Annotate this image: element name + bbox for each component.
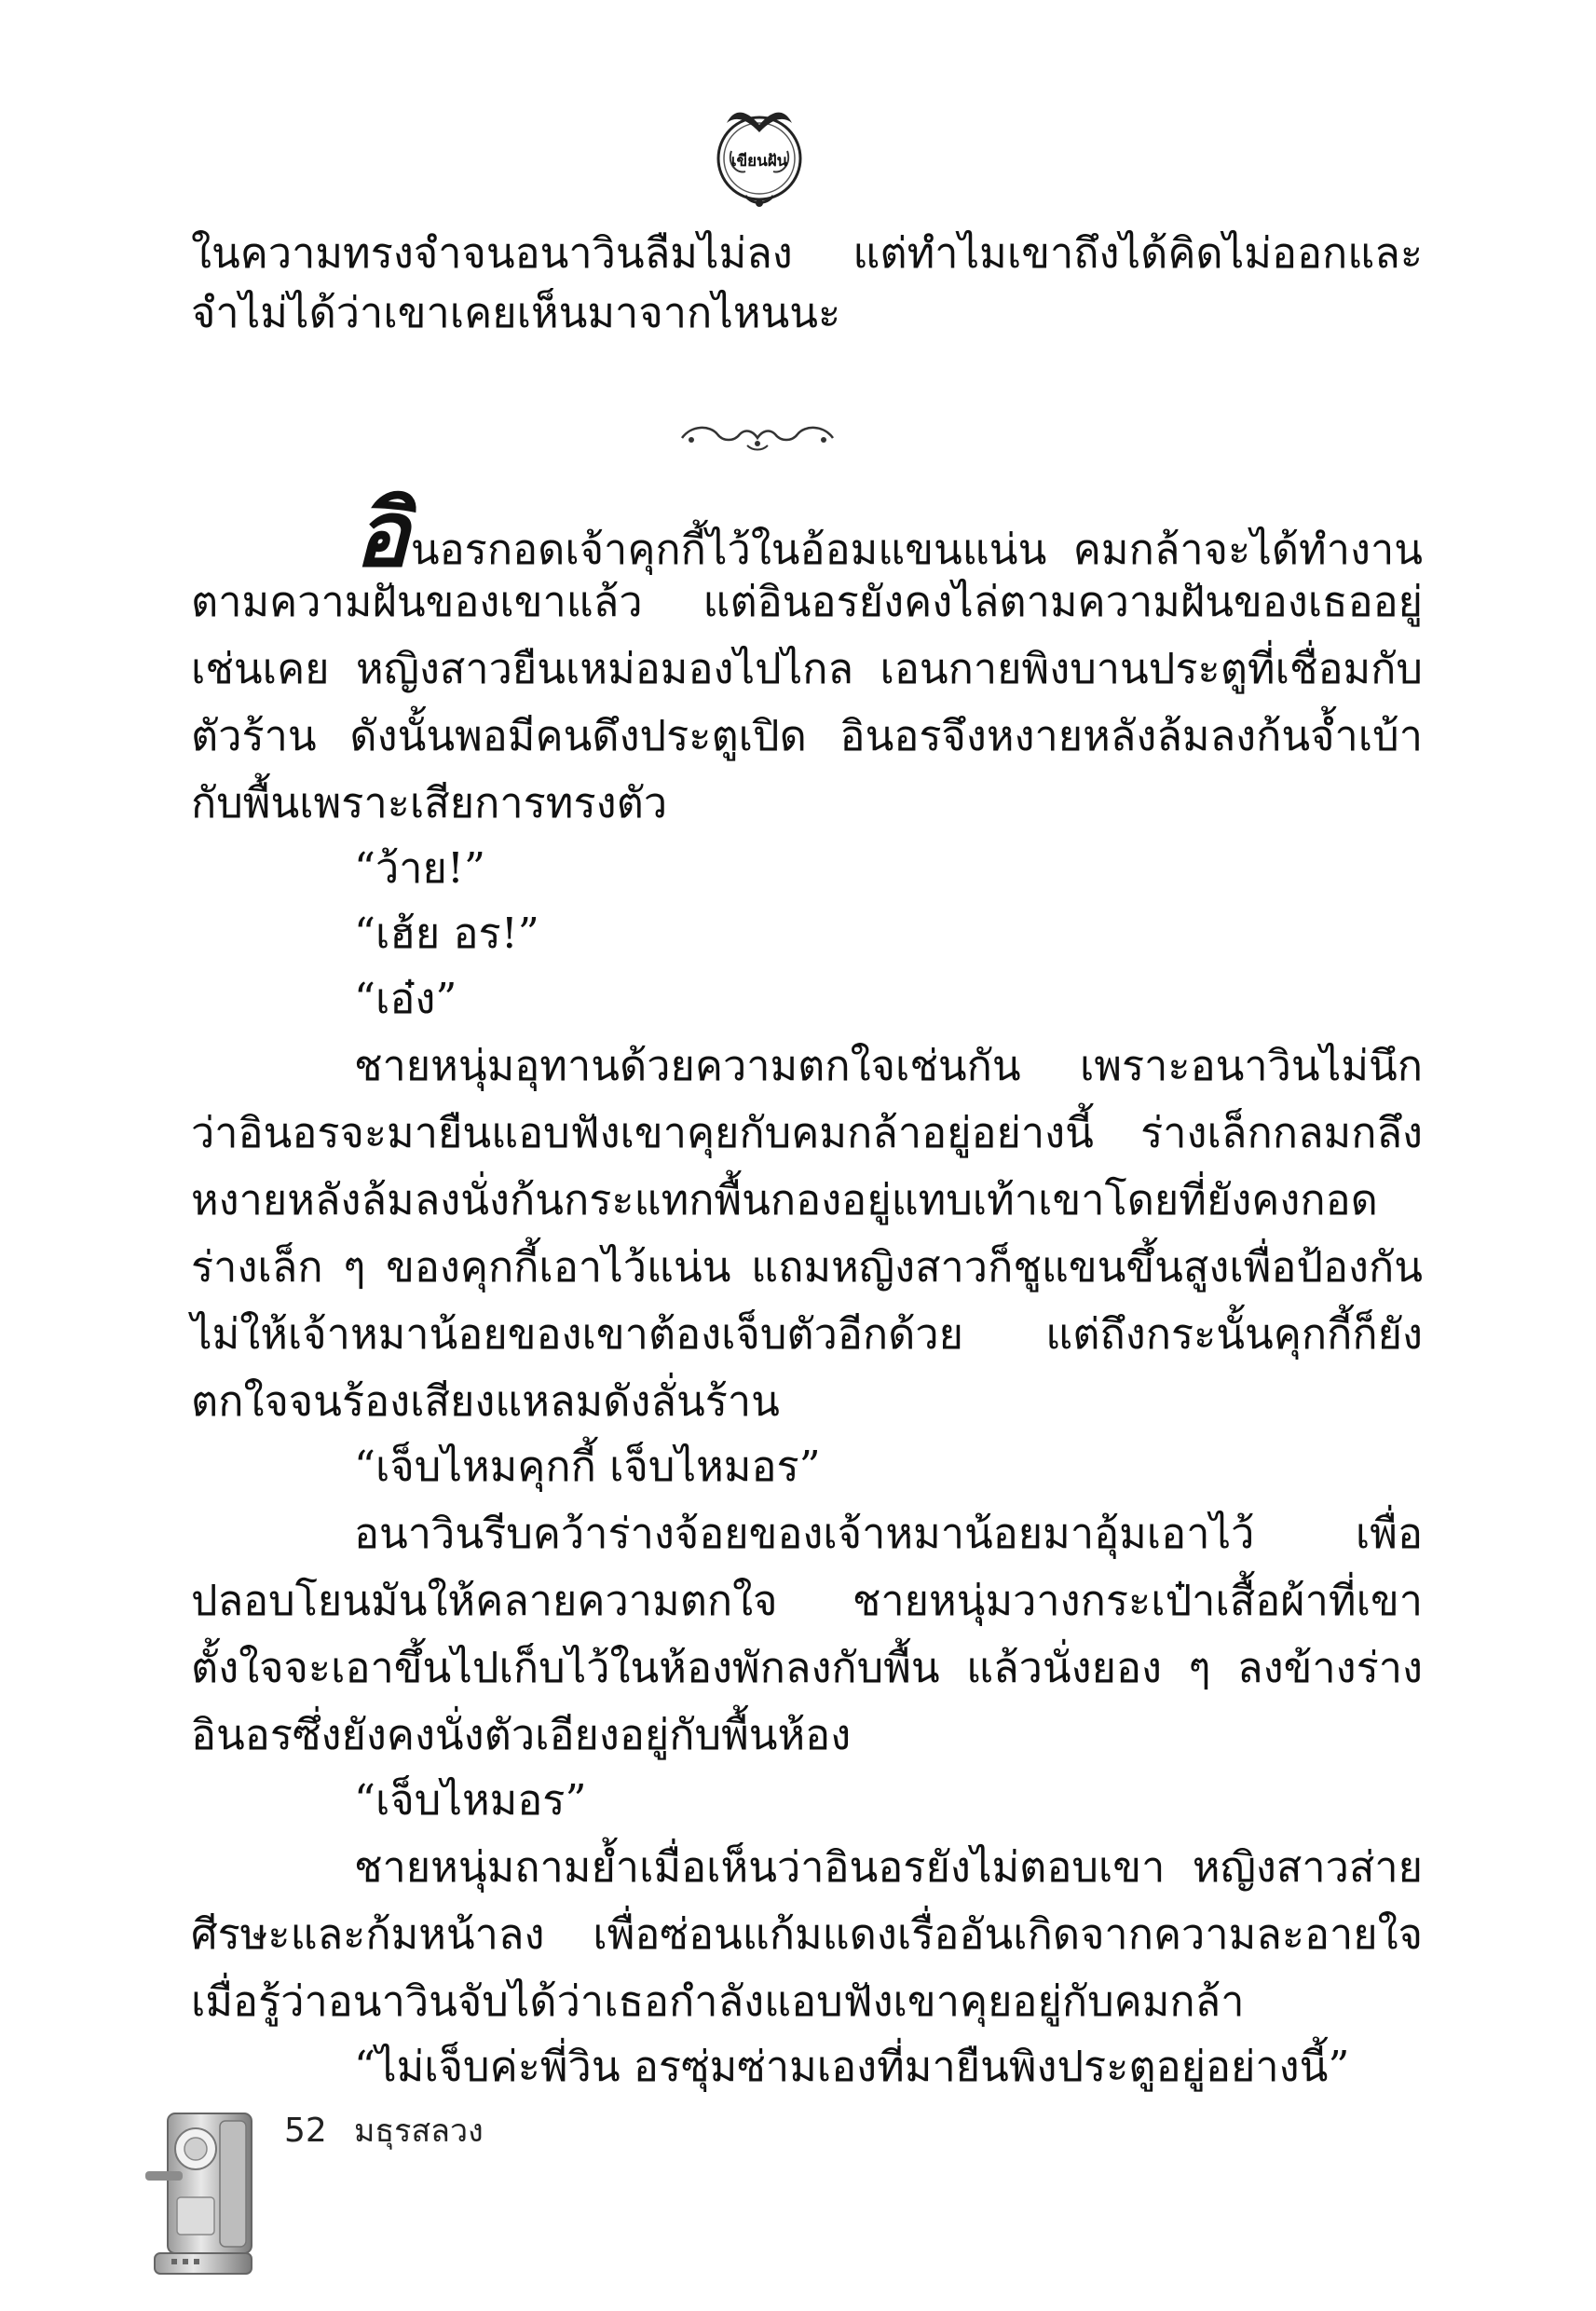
text-line: ชายหนุ่มถามย้ำเมื่อเห็นว่าอินอรยังไม่ตอบเขา หญิงสาวส่าย: [354, 1842, 1423, 1892]
dropcap: อิ: [354, 481, 409, 588]
text-line: กับพื้นเพราะเสียการทรงตัว: [191, 778, 668, 827]
dialogue-line: “เจ็บไหมอร”: [354, 1775, 587, 1825]
text-line: ศีรษะและก้มหน้าลง เพื่อซ่อนแก้มแดงเรื่ออันเกิดจากความละอายใจ: [191, 1909, 1423, 1959]
text-line: ร่างเล็ก ๆ ของคุกกี้เอาไว้แน่น แถมหญิงสาวก็ชูแขนขึ้นสูงเพื่อป้องกัน: [191, 1242, 1423, 1292]
text-line: เมื่อรู้ว่าอนาวินจับได้ว่าเธอกำลังแอบฟังเขาคุยอยู่กับคมกล้า: [191, 1976, 1245, 2026]
text-line: ตัวร้าน ดังนั้นพอมีคนดึงประตูเปิด อินอรจึงหงายหลังล้มลงก้นจ้ำเบ้า: [191, 711, 1423, 760]
text-line: ปลอบโยนมันให้คลายความตกใจ ชายหนุ่มวางกระเป๋าเสื้อผ้าที่เขา: [191, 1576, 1423, 1625]
dialogue-line: “เจ็บไหมคุกกี้ เจ็บไหมอร”: [354, 1442, 821, 1491]
text-line: หงายหลังล้มลงนั่งก้นกระแทกพื้นกองอยู่แทบเท้าเขาโดยที่ยังคงกอด: [191, 1175, 1378, 1224]
text-line: เช่นเคย หญิงสาวยืนเหม่อมองไปไกล เอนกายพิงบานประตูที่เชื่อมกับ: [191, 644, 1423, 693]
text-line: อินอรซึ่งยังคงนั่งตัวเอียงอยู่กับพื้นห้อง: [191, 1710, 852, 1759]
publisher-logo: [689, 86, 829, 226]
dialogue-line: “เอ๋ง”: [354, 974, 457, 1023]
text-line: ไม่ให้เจ้าหมาน้อยของเขาต้องเจ็บตัวอีกด้วย แต่ถึงกระนั้นคุกกี้ก็ยัง: [191, 1309, 1423, 1359]
section-divider-ornament: [673, 417, 842, 455]
text-line: จำไม่ได้ว่าเขาเคยเห็นมาจากไหนนะ: [191, 288, 841, 337]
dialogue-line: “เฮ้ย อร!”: [354, 909, 539, 958]
first-line-text: นอรกอดเจ้าคุกกี้ไว้ในอ้อมแขนแน่น คมกล้าจะได้ทำงาน: [410, 525, 1423, 574]
logo-text: เขียนฝัน: [730, 152, 788, 171]
text-line: ชายหนุ่มอุทานด้วยความตกใจเช่นกัน เพราะอนาวินไม่นึก: [354, 1041, 1423, 1090]
dialogue-line: “ไม่เจ็บค่ะพี่วิน อรซุ่มซ่ามเองที่มายืนพิงประตูอยู่อย่างนี้”: [354, 2042, 1350, 2091]
text-line: ตกใจจนร้องเสียงแหลมดังลั่นร้าน: [191, 1376, 780, 1426]
book-title: มธุรสลวง: [354, 2113, 484, 2150]
text-line: อนาวินรีบคว้าร่างจ้อยของเจ้าหมาน้อยมาอุ้มเอาไว้ เพื่อ: [354, 1509, 1423, 1558]
text-line: ตั้งใจจะเอาขึ้นไปเก็บไว้ในห้องพักลงกับพื้น แล้วนั่งยอง ๆ ลงข้างร่าง: [191, 1643, 1423, 1692]
text-line: ในความทรงจำจนอนาวินลืมไม่ลง แต่ทำไมเขาถึงได้คิดไม่ออกและ: [191, 228, 1423, 278]
page-number: 52: [284, 2112, 327, 2150]
dialogue-line: “ว้าย!”: [354, 843, 485, 893]
text-line-with-dropcap: [354, 481, 1423, 588]
text-line: ว่าอินอรจะมายืนแอบฟังเขาคุยกับคมกล้าอยู่อย่างนี้ ร่างเล็กกลมกลึง: [191, 1108, 1423, 1157]
text-line: ตามความฝันของเขาแล้ว แต่อินอรยังคงไล่ตามความฝันของเธออยู่: [191, 577, 1423, 626]
coffee-machine-icon: [140, 2104, 261, 2281]
